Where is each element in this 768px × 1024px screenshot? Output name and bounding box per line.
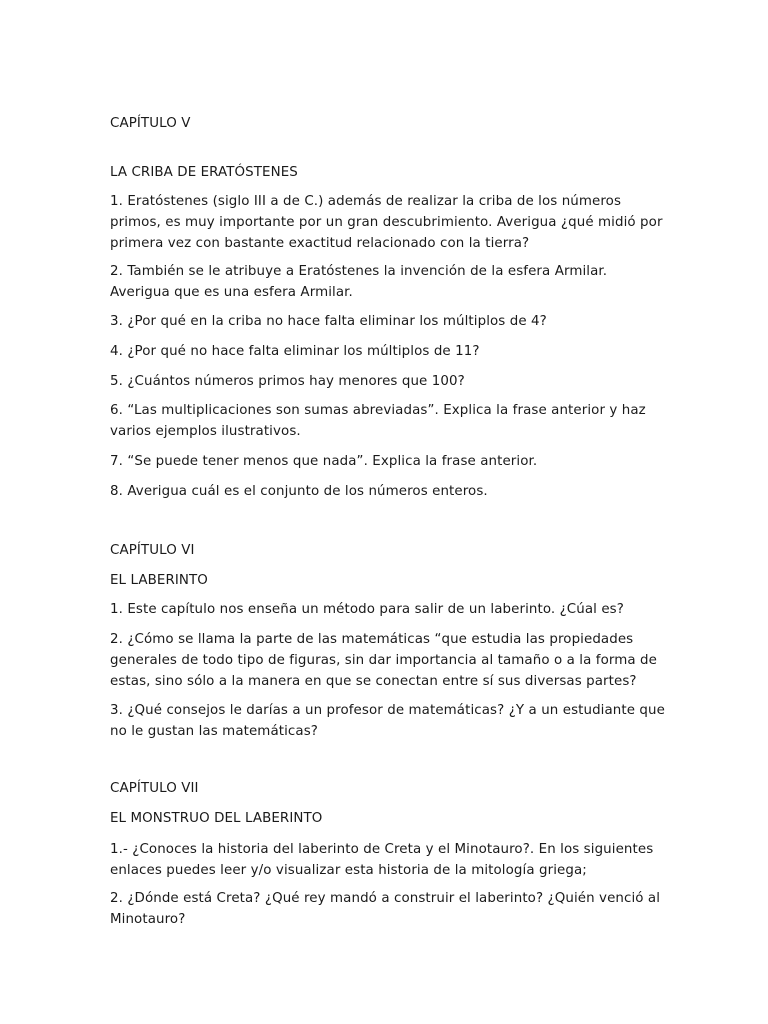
question-item: 1. Este capítulo nos enseña un método para salir de un laberinto. ¿Cúal es?: [110, 602, 624, 617]
question-item: 3. ¿Qué consejos le darías a un profesor de matemáticas? ¿Y a un estudiante que no le gustan las matemáticas?: [110, 703, 665, 739]
question-item: 3. ¿Por qué en la criba no hace falta eliminar los múltiplos de 4?: [110, 314, 547, 329]
chapter-subtitle: LA CRIBA DE ERATÓSTENES: [110, 165, 298, 180]
chapter-heading: CAPÍTULO VII: [110, 781, 199, 796]
question-item: 7. “Se puede tener menos que nada”. Explica la frase anterior.: [110, 454, 538, 469]
question-item: 1.- ¿Conoces la historia del laberinto de Creta y el Minotauro?. En los siguientes enlaces puedes leer y/o visualizar esta historia de la mitología griega;: [110, 842, 654, 878]
chapter-heading: CAPÍTULO VI: [110, 543, 195, 558]
question-item: 6. “Las multiplicaciones son sumas abreviadas”. Explica la frase anterior y haz varios ejemplos ilustrativos.: [110, 403, 646, 439]
question-item: 2. También se le atribuye a Eratóstenes la invención de la esfera Armilar. Averigua que es una esfera Armilar.: [110, 264, 608, 300]
chapter-subtitle: EL MONSTRUO DEL LABERINTO: [110, 811, 323, 826]
question-item: 8. Averigua cuál es el conjunto de los números enteros.: [110, 484, 488, 499]
question-item: 4. ¿Por qué no hace falta eliminar los múltiplos de 11?: [110, 344, 480, 359]
question-item: 5. ¿Cuántos números primos hay menores que 100?: [110, 374, 465, 389]
question-item: 2. ¿Dónde está Creta? ¿Qué rey mandó a construir el laberinto? ¿Quién venció al Minotauro?: [110, 891, 661, 927]
chapter-subtitle: EL LABERINTO: [110, 573, 208, 588]
question-item: 2. ¿Cómo se llama la parte de las matemáticas “que estudia las propiedades generales de todo tipo de figuras, sin dar importancia al tamaño o a la forma de estas, sino sólo a la manera en que se conectan entre sí sus diversas partes?: [110, 632, 657, 689]
question-item: 1. Eratóstenes (siglo III a de C.) además de realizar la criba de los números primos, es muy importante por un gran descubrimiento. Averigua ¿qué midió por primera vez con bastante exactitud relacionado con la tierra?: [110, 194, 663, 251]
chapter-heading: CAPÍTULO V: [110, 116, 191, 131]
